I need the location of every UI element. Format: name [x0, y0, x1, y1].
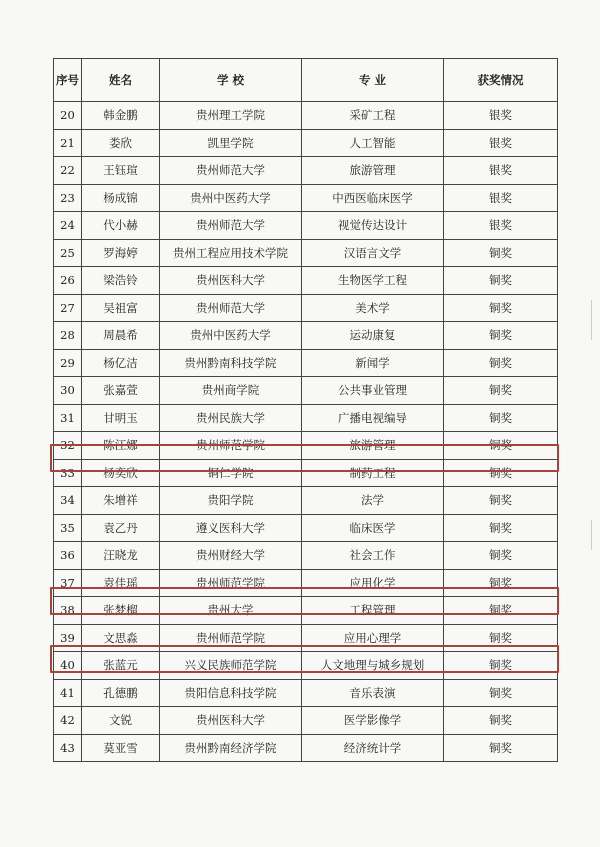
award-cell: 铜奖	[444, 514, 558, 542]
student-name-cell: 罗海婷	[82, 239, 160, 267]
student-name-cell: 代小赫	[82, 212, 160, 240]
row-number-cell: 23	[54, 184, 82, 212]
school-cell: 贵州师范大学	[160, 212, 302, 240]
table-row	[54, 184, 558, 212]
major-cell: 中西医临床医学	[302, 184, 444, 212]
row-number-cell: 28	[54, 322, 82, 350]
student-name-cell: 张梦榴	[82, 597, 160, 625]
student-name-cell: 王钰瑄	[82, 157, 160, 185]
table-row	[54, 679, 558, 707]
student-name-cell: 孔德鹏	[82, 679, 160, 707]
row-number-cell: 37	[54, 569, 82, 597]
row-number-cell: 27	[54, 294, 82, 322]
student-name-cell: 梁浩铃	[82, 267, 160, 295]
school-cell: 铜仁学院	[160, 459, 302, 487]
row-number-cell: 33	[54, 459, 82, 487]
school-cell: 贵州师范学院	[160, 624, 302, 652]
header-award: 获奖情况	[444, 59, 558, 102]
table-body	[54, 102, 558, 762]
table-row	[54, 734, 558, 762]
row-number-cell: 35	[54, 514, 82, 542]
table-row	[54, 487, 558, 515]
header-major: 专 业	[302, 59, 444, 102]
table-row	[54, 267, 558, 295]
table-row	[54, 624, 558, 652]
row-number-cell: 30	[54, 377, 82, 405]
school-cell: 贵阳学院	[160, 487, 302, 515]
award-cell: 铜奖	[444, 487, 558, 515]
school-cell: 贵州师范大学	[160, 157, 302, 185]
scan-edge-mark	[591, 300, 592, 340]
major-cell: 医学影像学	[302, 707, 444, 735]
award-cell: 铜奖	[444, 377, 558, 405]
award-cell: 铜奖	[444, 432, 558, 460]
award-cell: 铜奖	[444, 734, 558, 762]
major-cell: 新闻学	[302, 349, 444, 377]
table-row	[54, 102, 558, 130]
row-number-cell: 25	[54, 239, 82, 267]
major-cell: 生物医学工程	[302, 267, 444, 295]
student-name-cell: 周晨希	[82, 322, 160, 350]
major-cell: 美术学	[302, 294, 444, 322]
major-cell: 应用化学	[302, 569, 444, 597]
school-cell: 遵义医科大学	[160, 514, 302, 542]
major-cell: 社会工作	[302, 542, 444, 570]
row-number-cell: 32	[54, 432, 82, 460]
row-number-cell: 38	[54, 597, 82, 625]
row-number-cell: 20	[54, 102, 82, 130]
table-header-row	[54, 59, 558, 102]
award-cell: 铜奖	[444, 542, 558, 570]
school-cell: 贵州大学	[160, 597, 302, 625]
student-name-cell: 文思淼	[82, 624, 160, 652]
student-name-cell: 杨亿洁	[82, 349, 160, 377]
table-row	[54, 322, 558, 350]
table-row	[54, 432, 558, 460]
major-cell: 制药工程	[302, 459, 444, 487]
student-name-cell: 陈江娜	[82, 432, 160, 460]
school-cell: 贵州中医药大学	[160, 184, 302, 212]
award-cell: 铜奖	[444, 459, 558, 487]
scan-edge-mark	[591, 520, 592, 550]
award-cell: 铜奖	[444, 624, 558, 652]
table-row	[54, 459, 558, 487]
header-name: 姓名	[82, 59, 160, 102]
table-row	[54, 404, 558, 432]
award-cell: 铜奖	[444, 569, 558, 597]
row-number-cell: 26	[54, 267, 82, 295]
row-number-cell: 36	[54, 542, 82, 570]
row-number-cell: 21	[54, 129, 82, 157]
school-cell: 贵州财经大学	[160, 542, 302, 570]
table-row	[54, 542, 558, 570]
school-cell: 贵州医科大学	[160, 707, 302, 735]
major-cell: 公共事业管理	[302, 377, 444, 405]
award-cell: 银奖	[444, 184, 558, 212]
school-cell: 贵州师范学院	[160, 432, 302, 460]
student-name-cell: 甘明玉	[82, 404, 160, 432]
school-cell: 贵州理工学院	[160, 102, 302, 130]
row-number-cell: 31	[54, 404, 82, 432]
school-cell: 贵州师范学院	[160, 569, 302, 597]
school-cell: 贵州医科大学	[160, 267, 302, 295]
award-cell: 铜奖	[444, 239, 558, 267]
major-cell: 法学	[302, 487, 444, 515]
award-cell: 铜奖	[444, 267, 558, 295]
student-name-cell: 娄欣	[82, 129, 160, 157]
award-cell: 银奖	[444, 157, 558, 185]
table-row	[54, 129, 558, 157]
table-row	[54, 514, 558, 542]
award-cell: 铜奖	[444, 322, 558, 350]
student-name-cell: 吴祖富	[82, 294, 160, 322]
table-row	[54, 157, 558, 185]
award-cell: 铜奖	[444, 597, 558, 625]
award-cell: 铜奖	[444, 652, 558, 680]
student-name-cell: 文锐	[82, 707, 160, 735]
row-number-cell: 34	[54, 487, 82, 515]
row-number-cell: 41	[54, 679, 82, 707]
student-name-cell: 张蓝元	[82, 652, 160, 680]
award-cell: 铜奖	[444, 679, 558, 707]
major-cell: 旅游管理	[302, 157, 444, 185]
major-cell: 采矿工程	[302, 102, 444, 130]
row-number-cell: 42	[54, 707, 82, 735]
header-school: 学 校	[160, 59, 302, 102]
major-cell: 音乐表演	[302, 679, 444, 707]
table-row	[54, 569, 558, 597]
student-name-cell: 袁佳瑶	[82, 569, 160, 597]
row-number-cell: 39	[54, 624, 82, 652]
table-row	[54, 377, 558, 405]
table-row	[54, 349, 558, 377]
student-name-cell: 韩金鹏	[82, 102, 160, 130]
major-cell: 经济统计学	[302, 734, 444, 762]
row-number-cell: 29	[54, 349, 82, 377]
school-cell: 贵州黔南科技学院	[160, 349, 302, 377]
major-cell: 视觉传达设计	[302, 212, 444, 240]
student-name-cell: 汪晓龙	[82, 542, 160, 570]
major-cell: 广播电视编导	[302, 404, 444, 432]
major-cell: 旅游管理	[302, 432, 444, 460]
row-number-cell: 22	[54, 157, 82, 185]
school-cell: 贵州黔南经济学院	[160, 734, 302, 762]
major-cell: 应用心理学	[302, 624, 444, 652]
student-name-cell: 莫亚雪	[82, 734, 160, 762]
student-name-cell: 杨成锦	[82, 184, 160, 212]
award-cell: 银奖	[444, 102, 558, 130]
award-cell: 铜奖	[444, 707, 558, 735]
student-name-cell: 朱增祥	[82, 487, 160, 515]
row-number-cell: 40	[54, 652, 82, 680]
student-name-cell: 张嘉萱	[82, 377, 160, 405]
school-cell: 贵州商学院	[160, 377, 302, 405]
award-table	[53, 58, 558, 762]
school-cell: 凯里学院	[160, 129, 302, 157]
major-cell: 运动康复	[302, 322, 444, 350]
award-cell: 铜奖	[444, 404, 558, 432]
table-row	[54, 652, 558, 680]
school-cell: 贵州中医药大学	[160, 322, 302, 350]
award-cell: 铜奖	[444, 294, 558, 322]
major-cell: 工程管理	[302, 597, 444, 625]
table-row	[54, 597, 558, 625]
student-name-cell: 杨奕欣	[82, 459, 160, 487]
major-cell: 汉语言文学	[302, 239, 444, 267]
school-cell: 贵州工程应用技术学院	[160, 239, 302, 267]
major-cell: 人工智能	[302, 129, 444, 157]
award-cell: 银奖	[444, 129, 558, 157]
header-number: 序号	[54, 59, 82, 102]
award-cell: 铜奖	[444, 349, 558, 377]
table-row	[54, 294, 558, 322]
table-row	[54, 212, 558, 240]
table-row	[54, 239, 558, 267]
student-name-cell: 袁乙丹	[82, 514, 160, 542]
major-cell: 临床医学	[302, 514, 444, 542]
major-cell: 人文地理与城乡规划	[302, 652, 444, 680]
row-number-cell: 24	[54, 212, 82, 240]
school-cell: 贵阳信息科技学院	[160, 679, 302, 707]
row-number-cell: 43	[54, 734, 82, 762]
table-row	[54, 707, 558, 735]
school-cell: 兴义民族师范学院	[160, 652, 302, 680]
award-cell: 银奖	[444, 212, 558, 240]
school-cell: 贵州师范大学	[160, 294, 302, 322]
school-cell: 贵州民族大学	[160, 404, 302, 432]
